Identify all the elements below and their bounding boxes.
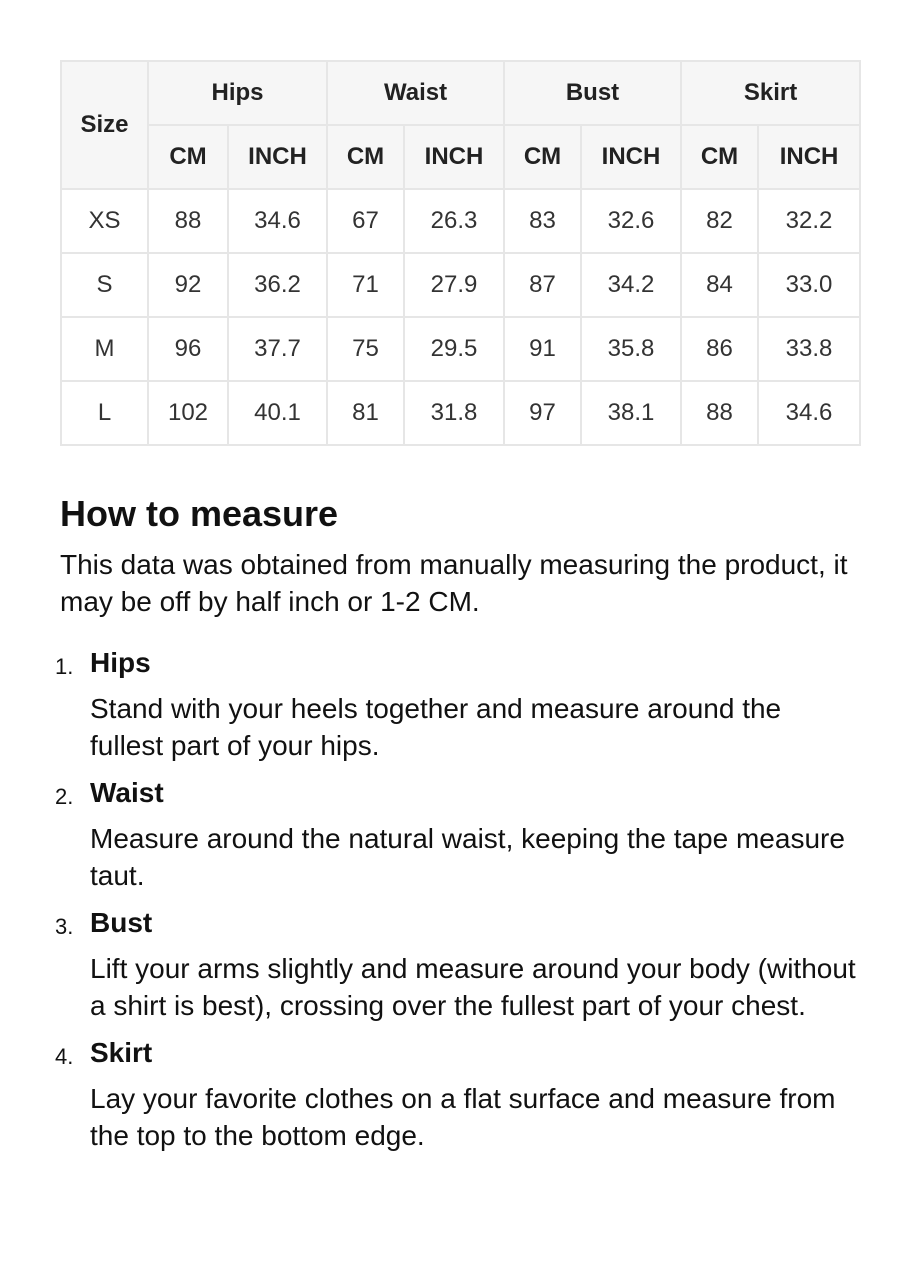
step-description: Lay your favorite clothes on a flat surface and measure from the top to the bottom edge. xyxy=(90,1083,836,1151)
bust-inch-header: INCH xyxy=(581,125,681,189)
table-cell: 33.0 xyxy=(758,253,860,317)
table-cell: 33.8 xyxy=(758,317,860,381)
skirt-cm-header: CM xyxy=(681,125,758,189)
table-cell: 96 xyxy=(148,317,228,381)
table-cell: 34.6 xyxy=(758,381,860,445)
table-row xyxy=(61,317,860,381)
table-cell: 37.7 xyxy=(228,317,327,381)
skirt-header: Skirt xyxy=(681,61,860,125)
table-cell: 32.2 xyxy=(758,189,860,253)
step-number: 2. xyxy=(55,784,74,809)
bust-cm-header: CM xyxy=(504,125,581,189)
step-number: 4. xyxy=(55,1044,74,1069)
table-cell: 31.8 xyxy=(404,381,504,445)
table-cell: 86 xyxy=(681,317,758,381)
size-cell: M xyxy=(61,317,148,381)
hips-header: Hips xyxy=(148,61,327,125)
step-description: Lift your arms slightly and measure around your body (without a shirt is best), crossing over the fullest part of your chest. xyxy=(90,953,856,1021)
table-cell: 102 xyxy=(148,381,228,445)
hips-inch-header: INCH xyxy=(228,125,327,189)
table-cell: 82 xyxy=(681,189,758,253)
table-cell: 34.6 xyxy=(228,189,327,253)
measure-steps-list xyxy=(55,644,860,1154)
step-title: Skirt xyxy=(90,1037,153,1068)
list-item xyxy=(55,904,860,1024)
step-title: Waist xyxy=(90,777,164,808)
table-cell: 84 xyxy=(681,253,758,317)
group-header-row xyxy=(61,61,860,125)
table-cell: 27.9 xyxy=(404,253,504,317)
table-cell: 35.8 xyxy=(581,317,681,381)
table-cell: 67 xyxy=(327,189,404,253)
step-number: 3. xyxy=(55,914,74,939)
hips-cm-header: CM xyxy=(148,125,228,189)
table-cell: 75 xyxy=(327,317,404,381)
table-cell: 26.3 xyxy=(404,189,504,253)
size-header: Size xyxy=(61,61,148,189)
size-cell: XS xyxy=(61,189,148,253)
size-chart-table xyxy=(60,60,861,446)
table-cell: 34.2 xyxy=(581,253,681,317)
table-cell: 88 xyxy=(681,381,758,445)
list-item xyxy=(55,1034,860,1154)
waist-inch-header: INCH xyxy=(404,125,504,189)
table-cell: 32.6 xyxy=(581,189,681,253)
table-cell: 97 xyxy=(504,381,581,445)
waist-cm-header: CM xyxy=(327,125,404,189)
size-guide xyxy=(55,60,860,1164)
step-title: Hips xyxy=(90,647,151,678)
table-cell: 87 xyxy=(504,253,581,317)
table-row xyxy=(61,189,860,253)
size-cell: L xyxy=(61,381,148,445)
list-item xyxy=(55,644,860,764)
table-cell: 83 xyxy=(504,189,581,253)
measure-intro: This data was obtained from manually measuring the product, it may be off by half inch or 1-2 CM. xyxy=(60,549,848,617)
step-number: 1. xyxy=(55,654,74,679)
table-cell: 88 xyxy=(148,189,228,253)
table-row xyxy=(61,381,860,445)
table-cell: 29.5 xyxy=(404,317,504,381)
table-cell: 36.2 xyxy=(228,253,327,317)
step-description: Measure around the natural waist, keeping the tape measure taut. xyxy=(90,823,845,891)
table-cell: 92 xyxy=(148,253,228,317)
table-row xyxy=(61,253,860,317)
step-description: Stand with your heels together and measure around the fullest part of your hips. xyxy=(90,693,782,761)
list-item xyxy=(55,774,860,894)
waist-header: Waist xyxy=(327,61,504,125)
table-cell: 40.1 xyxy=(228,381,327,445)
how-to-measure-title: How to measure xyxy=(60,493,339,534)
bust-header: Bust xyxy=(504,61,681,125)
table-cell: 38.1 xyxy=(581,381,681,445)
table-cell: 91 xyxy=(504,317,581,381)
unit-header-row xyxy=(61,125,860,189)
size-cell: S xyxy=(61,253,148,317)
table-cell: 71 xyxy=(327,253,404,317)
step-title: Bust xyxy=(90,907,153,938)
skirt-inch-header: INCH xyxy=(758,125,860,189)
table-cell: 81 xyxy=(327,381,404,445)
